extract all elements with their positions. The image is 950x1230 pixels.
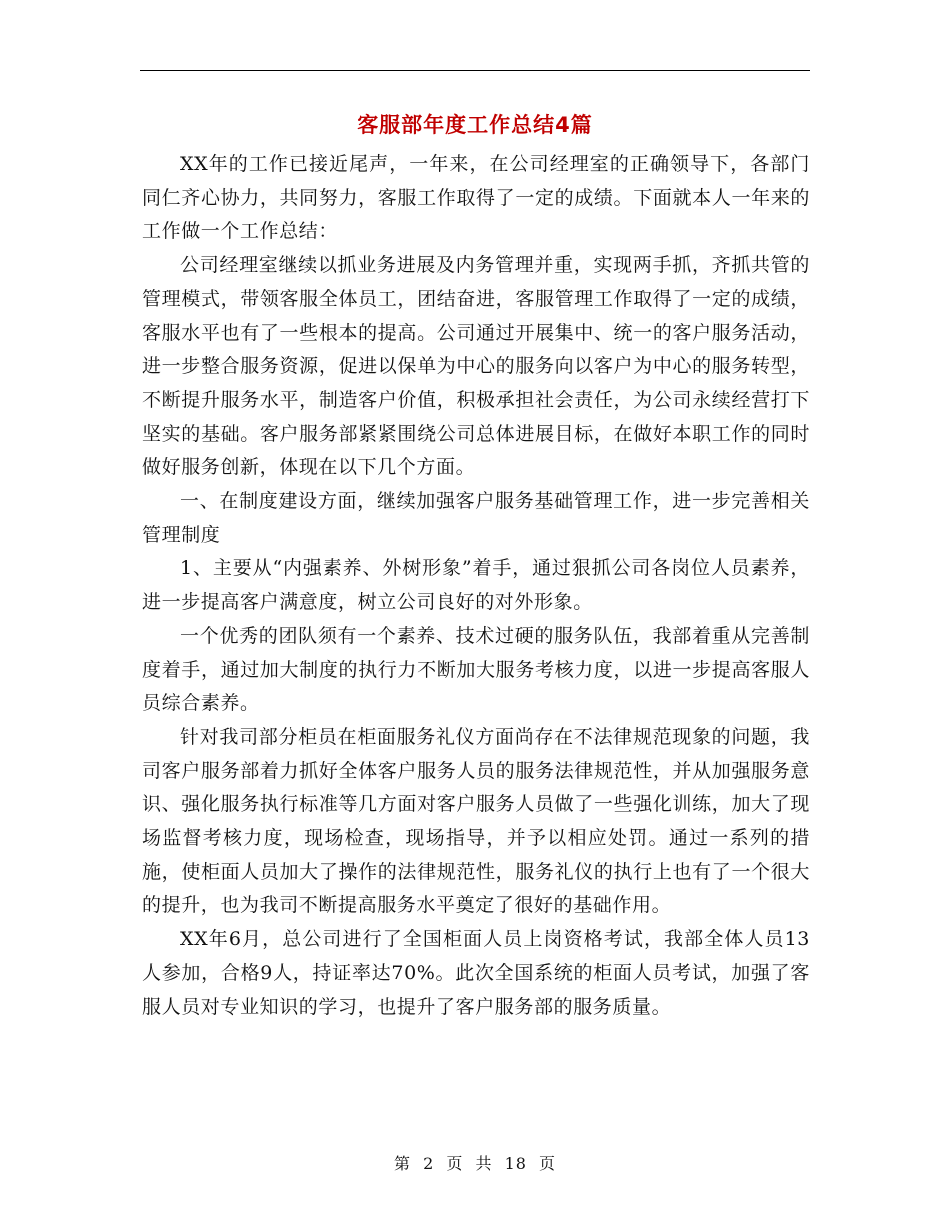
footer-page-prefix: 第 <box>393 1154 411 1173</box>
footer-page-unit: 页 <box>446 1154 464 1173</box>
footer-total-unit: 页 <box>539 1154 557 1173</box>
paragraph-item-1: 1、主要从“内强素养、外树形象”着手，通过狠抓公司各岗位人员素养，进一步提高客户满意度，树立公司良好的对外形象。 <box>142 557 810 614</box>
footer-total-pages: 18 <box>504 1154 527 1173</box>
header-rule <box>140 70 810 71</box>
paragraph-exam: XX年6月，总公司进行了全国柜面人员上岗资格考试，我部全体人员13人参加，合格9人，持证率达70%。此次全国系统的柜面人员考试，加强了客服人员对专业知识的学习，也提升了客户服务部的服务质量。 <box>142 928 810 1018</box>
paragraph-management: 公司经理室继续以抓业务进展及内务管理并重，实现两手抓，齐抓共管的管理模式，带领客服全体员工，团结奋进，客服管理工作取得了一定的成绩，客服水平也有了一些根本的提高。公司通过开展集中、统一的客户服务活动，进一步整合服务资源，促进以保单为中心的服务向以客户为中心的服务转型，不断提升服务水平，制造客户价值，积极承担社会责任，为公司永续经营打下坚实的基础。客户服务部紧紧围绕公司总体进展目标，在做好本职工作的同时做好服务创新，体现在以下几个方面。 <box>142 254 810 479</box>
document-title: 客服部年度工作总结4篇 <box>357 113 593 137</box>
paragraph-team: 一个优秀的团队须有一个素养、技术过硬的服务队伍，我部着重从完善制度着手，通过加大制度的执行力不断加大服务考核力度，以进一步提高客服人员综合素养。 <box>142 624 810 715</box>
document-body <box>142 148 810 1024</box>
paragraph-etiquette: 针对我司部分柜员在柜面服务礼仪方面尚存在不法律规范现象的问题，我司客户服务部着力抓好全体客户服务人员的服务法律规范性，并从加强服务意识、强化服务执行标准等几方面对客户服务人员做了一些强化训练，加大了现场监督考核力度，现场检查，现场指导，并予以相应处罚。通过一系列的措施，使柜面人员加大了操作的法律规范性，服务礼仪的执行上也有了一个很大的提升，也为我司不断提高服务水平奠定了很好的基础作用。 <box>142 725 810 917</box>
footer-current-page: 2 <box>423 1154 435 1173</box>
paragraph-intro: XX年的工作已接近尾声，一年来，在公司经理室的正确领导下，各部门同仁齐心协力，共同努力，客服工作取得了一定的成绩。下面就本人一年来的工作做一个工作总结： <box>142 153 810 243</box>
section-heading-1: 一、在制度建设方面，继续加强客户服务基础管理工作，进一步完善相关管理制度 <box>142 490 810 546</box>
footer-total-prefix: 共 <box>475 1154 493 1173</box>
page-footer <box>0 1152 950 1176</box>
